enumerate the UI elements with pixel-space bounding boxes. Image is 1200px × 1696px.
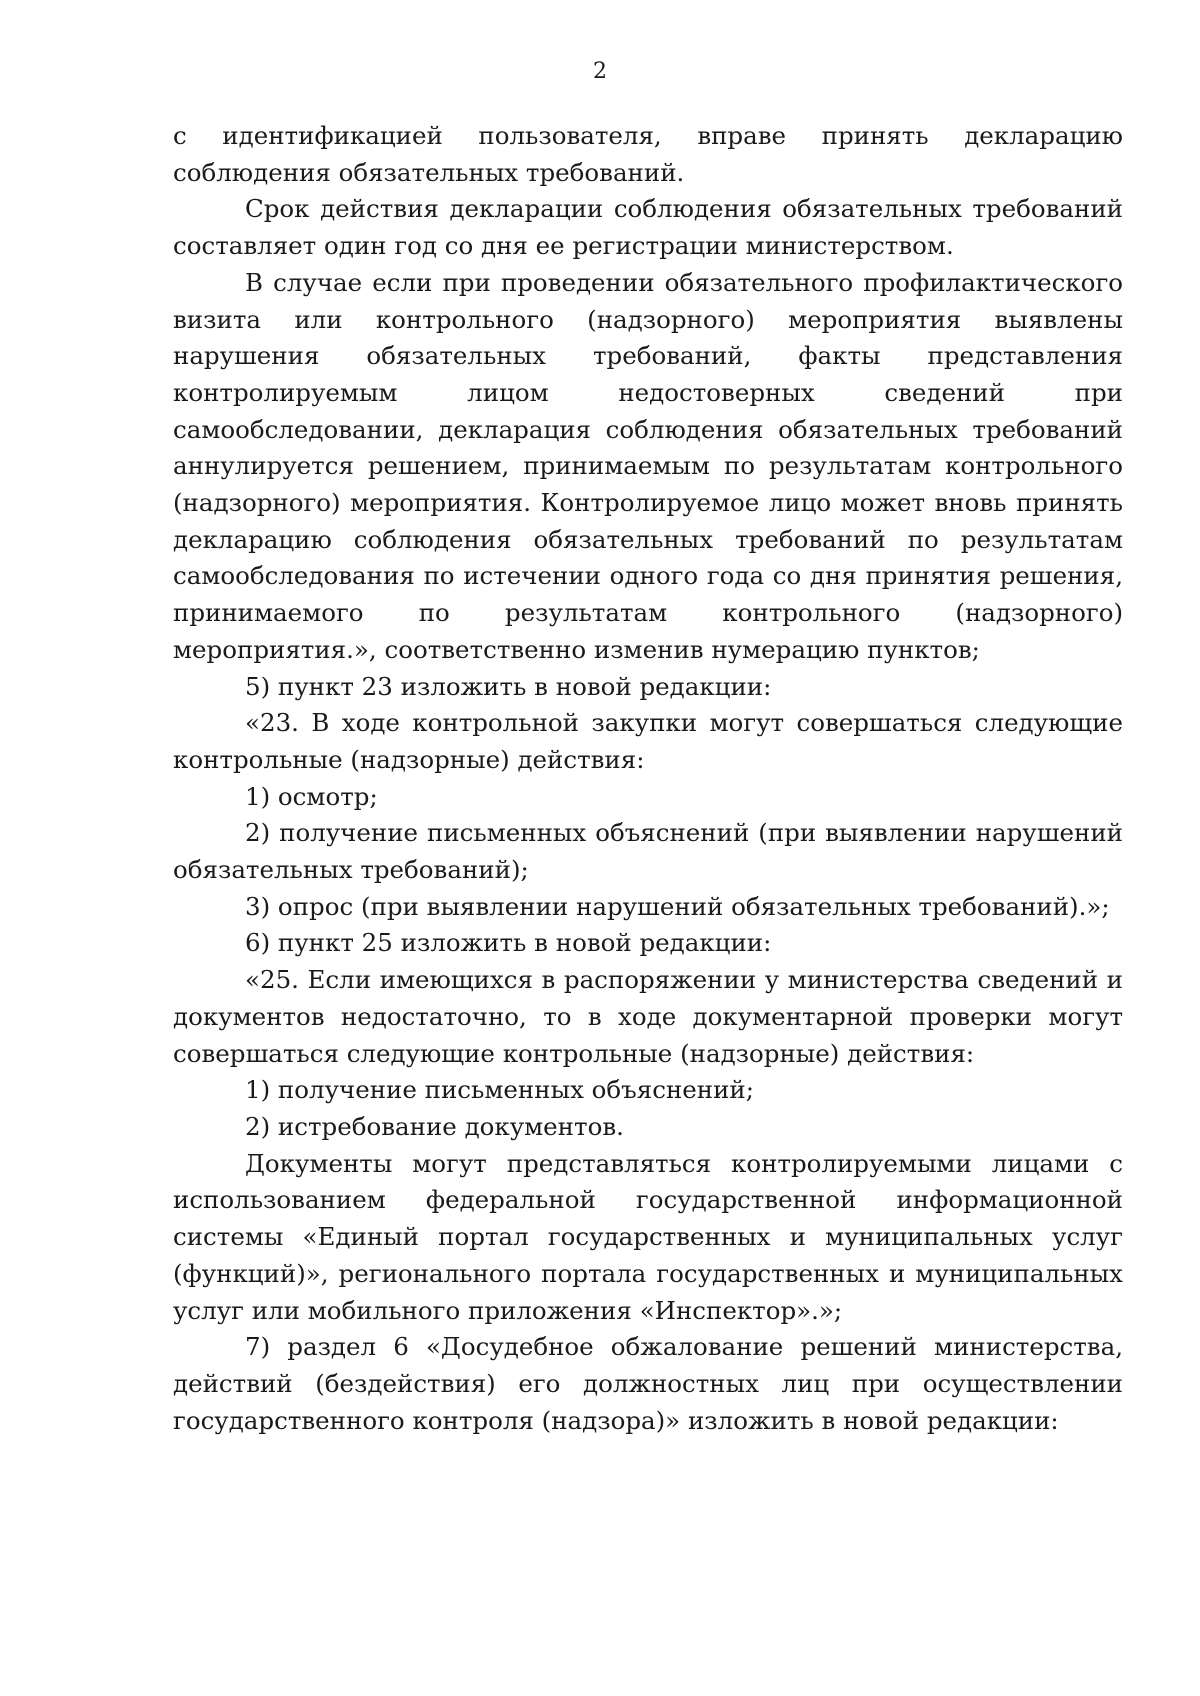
paragraph: 3) опрос (при выявлении нарушений обязательных требований).»; xyxy=(245,891,1110,921)
paragraph: с идентификацией пользователя, вправе принять декларацию соблюдения обязательных требований. xyxy=(173,121,1123,187)
paragraph: 1) осмотр; xyxy=(245,781,378,811)
paragraph: 2) получение письменных объяснений (при выявлении нарушений обязательных требований); xyxy=(173,818,1123,885)
paragraph: Документы могут представляться контролируемыми лицами с использованием федеральной государственной информационной системы «Единый портал государственных и муниципальных услуг (функций)», регионального портала государственных и муниципальных услуг или мобильного приложения «Инспектор».»; xyxy=(173,1148,1123,1325)
paragraph: «23. В ходе контрольной закупки могут совершаться следующие контрольные (надзорные) действия: xyxy=(173,708,1123,774)
paragraph: 1) получение письменных объяснений; xyxy=(245,1075,755,1105)
paragraph: В случае если при проведении обязательного профилактического визита или контрольного (надзорного) мероприятия выявлены нарушения обязательных требований, факты представления контролируемым лицом недостоверных сведений при самообследовании, декларация соблюдения обязательных требований аннулируется решением, принимаемым по результатам контрольного (надзорного) мероприятия. Контролируемое лицо может вновь принять декларацию соблюдения обязательных требований по результатам самообследования по истечении одного года со дня принятия решения, принимаемого по результатам контрольного (надзорного) мероприятия.», соответственно изменив нумерацию пунктов; xyxy=(173,267,1123,664)
paragraph: 7) раздел 6 «Досудебное обжалование решений министерства, действий (бездействия) его должностных лиц при осуществлении государственного контроля (надзора)» изложить в новой редакции: xyxy=(173,1332,1123,1435)
paragraph: 2) истребование документов. xyxy=(245,1111,624,1141)
paragraph: 5) пункт 23 изложить в новой редакции: xyxy=(245,671,772,701)
document-body xyxy=(173,118,1123,1439)
paragraph: Срок действия декларации соблюдения обязательных требований составляет один год со дня ее регистрации министерством. xyxy=(173,194,1123,261)
paragraph: «25. Если имеющихся в распоряжении у министерства сведений и документов недостаточно, то в ходе документарной проверки могут совершаться следующие контрольные (надзорные) действия: xyxy=(173,965,1123,1068)
paragraph: 6) пункт 25 изложить в новой редакции: xyxy=(245,928,772,958)
page-number: 2 xyxy=(593,59,607,84)
